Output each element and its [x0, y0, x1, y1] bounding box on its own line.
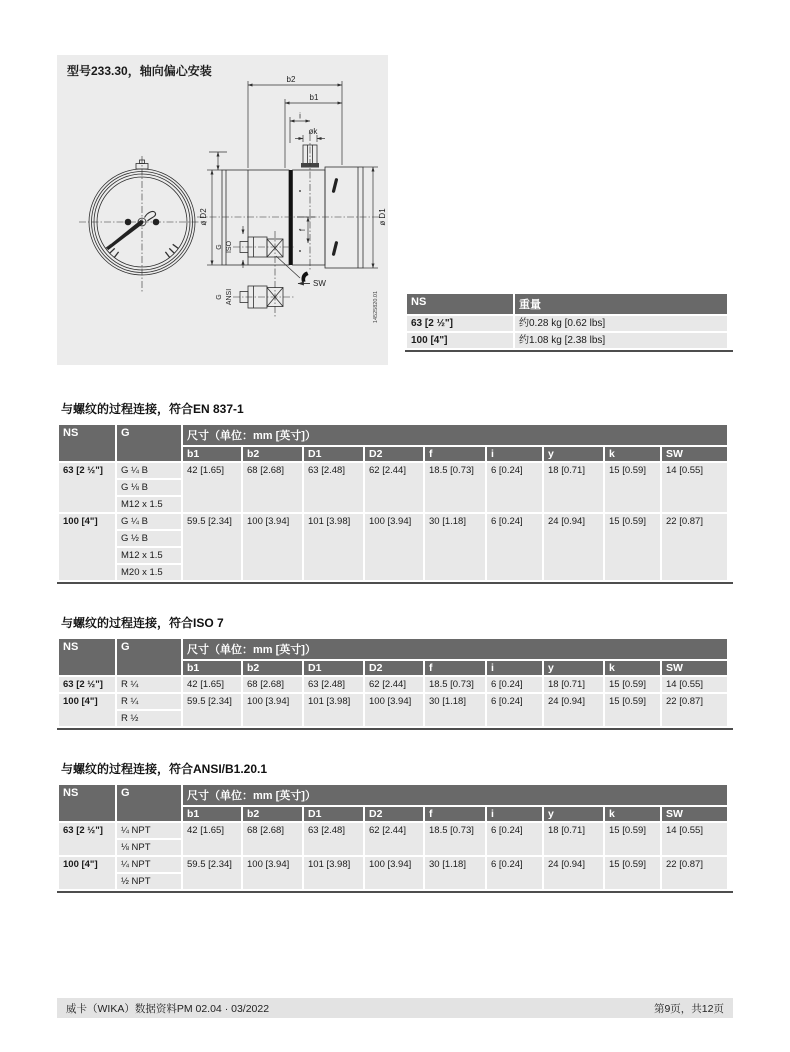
gauge-side-view: [197, 134, 379, 317]
weight-table-wrap: [405, 292, 733, 352]
weight-row: [407, 333, 727, 348]
dimension-cell: 14 [0.55]: [662, 823, 727, 855]
dimension-cell: 14 [0.55]: [662, 463, 727, 512]
col-header-sw: SW: [662, 447, 727, 461]
col-header-b2: b2: [243, 447, 302, 461]
dimension-cell: 100 [3.94]: [365, 514, 423, 580]
weight-table: [405, 292, 729, 350]
dimension-cell: 59.5 [2.34]: [183, 857, 241, 889]
dimension-cell: 100 [3.94]: [243, 857, 302, 889]
table-row: [59, 514, 727, 529]
dimension-cell: 15 [0.59]: [605, 514, 660, 580]
weight-table-body: [407, 316, 727, 348]
header-row: [59, 425, 727, 445]
dimension-cell: 100 [3.94]: [365, 694, 423, 726]
section-title-ansi: 与螺纹的过程连接，符合ANSI/B1.20.1: [61, 762, 268, 776]
thread-label-ansi: ANSI: [226, 288, 233, 306]
section-ansi: [57, 760, 733, 893]
dimension-cell: 6 [0.24]: [487, 857, 542, 889]
thread-label-iso: ISO: [226, 240, 233, 254]
dial-screw-left: [125, 219, 132, 226]
dimension-cell: 62 [2.44]: [365, 463, 423, 512]
dimension-cell: 18.5 [0.73]: [425, 677, 485, 692]
dimension-cell: 18.5 [0.73]: [425, 823, 485, 855]
thread-cell: M20 x 1.5: [117, 565, 181, 580]
dimension-cell: 18 [0.71]: [544, 677, 603, 692]
dimension-cell: 22 [0.87]: [662, 857, 727, 889]
thread-cell: ¼ NPT: [117, 857, 181, 872]
top-row: [57, 55, 733, 365]
thread-cell: R ½: [117, 711, 181, 726]
drawing-panel: [57, 55, 388, 365]
ns-cell: 63 [2 ½"]: [59, 823, 115, 855]
page-content: [57, 55, 733, 893]
col-header-f: f: [425, 661, 485, 675]
dimension-cell: 59.5 [2.34]: [183, 694, 241, 726]
dimension-cell: 42 [1.65]: [183, 823, 241, 855]
dimension-cell: 18 [0.71]: [544, 823, 603, 855]
dimension-cell: 101 [3.98]: [304, 857, 363, 889]
col-header-k: k: [605, 661, 660, 675]
dimension-cell: 68 [2.68]: [243, 463, 302, 512]
dimension-cell: 63 [2.48]: [304, 677, 363, 692]
col-header-k: k: [605, 447, 660, 461]
drawing-number: 14525820.01: [373, 290, 379, 324]
thread-cell: ¼ NPT: [117, 823, 181, 838]
ns-cell: 100 [4"]: [59, 857, 115, 889]
thread-cell: R ¼: [117, 677, 181, 692]
page-footer: [57, 998, 733, 1018]
col-header-d1: D1: [304, 447, 363, 461]
wrench-icon: [302, 272, 309, 283]
dim-label-f: f: [298, 228, 307, 232]
dimension-cell: 14 [0.55]: [662, 677, 727, 692]
dimension-cell: 63 [2.48]: [304, 463, 363, 512]
dimension-cell: 18 [0.71]: [544, 463, 603, 512]
table-row: [59, 694, 727, 709]
col-header-b2: b2: [243, 661, 302, 675]
dimension-cell: 6 [0.24]: [487, 677, 542, 692]
dimension-cell: 100 [3.94]: [243, 694, 302, 726]
dimension-cell: 22 [0.87]: [662, 694, 727, 726]
dimension-cell: 68 [2.68]: [243, 677, 302, 692]
ns-cell: 63 [2 ½"]: [59, 677, 115, 692]
weight-ns-cell: 63 [2 ½"]: [407, 316, 513, 331]
thread-cell: G ⅛ B: [117, 480, 181, 495]
dimension-cell: 6 [0.24]: [487, 463, 542, 512]
col-header-b1: b1: [183, 807, 241, 821]
dimension-table-iso7: [57, 637, 729, 728]
dimension-cell: 6 [0.24]: [487, 694, 542, 726]
col-header-b1: b1: [183, 661, 241, 675]
section-title-en837: 与螺纹的过程连接，符合EN 837-1: [61, 402, 244, 416]
col-header-g: G: [117, 425, 181, 461]
col-header-d1: D1: [304, 807, 363, 821]
col-header-g: G: [117, 639, 181, 675]
ns-cell: 63 [2 ½"]: [59, 463, 115, 512]
table-row: [59, 677, 727, 692]
thread-cell: G ¼ B: [117, 514, 181, 529]
dim-label-d1: ø D1: [378, 208, 387, 226]
dim-label-sw: SW: [313, 279, 326, 288]
thread-cell: G ¼ B: [117, 463, 181, 478]
gauge-front-view: [79, 156, 207, 292]
dimension-table-en837: [57, 423, 729, 582]
dimension-cell: 63 [2.48]: [304, 823, 363, 855]
col-header-y: y: [544, 807, 603, 821]
weight-col-weight: 重量: [515, 294, 727, 314]
dim-label-i: i: [299, 111, 301, 121]
dimension-cell: 22 [0.87]: [662, 514, 727, 580]
dim-label-b1: b1: [309, 93, 319, 102]
thread-cell: ⅛ NPT: [117, 840, 181, 855]
dimension-cell: 30 [1.18]: [425, 514, 485, 580]
col-header-d2: D2: [365, 661, 423, 675]
col-header-i: i: [487, 661, 542, 675]
dim-label-b2: b2: [286, 75, 296, 84]
technical-drawing: [57, 55, 388, 365]
weight-value-cell: 约1.08 kg [2.38 lbs]: [515, 333, 727, 348]
col-header-f: f: [425, 807, 485, 821]
col-header-ns: NS: [59, 425, 115, 461]
col-header-d1: D1: [304, 661, 363, 675]
col-header-i: i: [487, 447, 542, 461]
dimension-cell: 62 [2.44]: [365, 823, 423, 855]
col-header-dimensions: 尺寸（单位：mm [英寸]）: [183, 639, 727, 659]
col-header-ns: NS: [59, 785, 115, 821]
dial-screw-right: [153, 219, 160, 226]
table-row: [59, 463, 727, 478]
col-header-b1: b1: [183, 447, 241, 461]
dimension-cell: 30 [1.18]: [425, 857, 485, 889]
weight-value-cell: 约0.28 kg [0.62 lbs]: [515, 316, 727, 331]
header-row: [59, 785, 727, 805]
dimension-cell: 6 [0.24]: [487, 823, 542, 855]
footer-page-number: 第9页，共12页: [653, 1002, 724, 1015]
dimension-cell: 42 [1.65]: [183, 463, 241, 512]
weight-col-ns: NS: [407, 294, 513, 314]
section-title-iso7: 与螺纹的过程连接，符合ISO 7: [61, 616, 224, 630]
table-row: [59, 857, 727, 872]
dim-label-k: øk: [308, 127, 318, 136]
section-en837: [57, 400, 733, 584]
weight-ns-cell: 100 [4"]: [407, 333, 513, 348]
dimension-cell: 24 [0.94]: [544, 514, 603, 580]
dimension-cell: 6 [0.24]: [487, 514, 542, 580]
dimension-cell: 15 [0.59]: [605, 463, 660, 512]
pointer-needle: [107, 220, 144, 250]
dimension-cell: 42 [1.65]: [183, 677, 241, 692]
dimension-cell: 62 [2.44]: [365, 677, 423, 692]
col-header-d2: D2: [365, 447, 423, 461]
col-header-dimensions: 尺寸（单位：mm [英寸]）: [183, 425, 727, 445]
col-header-f: f: [425, 447, 485, 461]
col-header-g: G: [117, 785, 181, 821]
thread-cell: ½ NPT: [117, 874, 181, 889]
dimension-cell: 15 [0.59]: [605, 677, 660, 692]
footer-document-info: 威卡（WIKA）数据资料PM 02.04 · 03/2022: [66, 1002, 270, 1015]
dimension-table-ansi: [57, 783, 729, 891]
header-row: [59, 639, 727, 659]
col-header-sw: SW: [662, 661, 727, 675]
table-row: [59, 823, 727, 838]
dimension-cell: 100 [3.94]: [365, 857, 423, 889]
col-header-y: y: [544, 661, 603, 675]
col-header-y: y: [544, 447, 603, 461]
dimension-cell: 101 [3.98]: [304, 694, 363, 726]
weight-row: [407, 316, 727, 331]
thread-label-g-iso: G: [216, 244, 223, 250]
dim-label-d2: ø D2: [199, 208, 208, 226]
dimension-cell: 24 [0.94]: [544, 694, 603, 726]
dimension-cell: 68 [2.68]: [243, 823, 302, 855]
dimension-cell: 15 [0.59]: [605, 823, 660, 855]
thread-cell: M12 x 1.5: [117, 497, 181, 512]
dimension-cell: 24 [0.94]: [544, 857, 603, 889]
col-header-k: k: [605, 807, 660, 821]
col-header-dimensions: 尺寸（单位：mm [英寸]）: [183, 785, 727, 805]
drawing-title: 型号233.30，轴向偏心安装: [67, 64, 212, 78]
section-iso7: [57, 614, 733, 730]
dimension-cell: 101 [3.98]: [304, 514, 363, 580]
dimension-cell: 15 [0.59]: [605, 694, 660, 726]
col-header-ns: NS: [59, 639, 115, 675]
thread-cell: M12 x 1.5: [117, 548, 181, 563]
col-header-b2: b2: [243, 807, 302, 821]
col-header-i: i: [487, 807, 542, 821]
dimension-cell: 18.5 [0.73]: [425, 463, 485, 512]
thread-cell: R ¼: [117, 694, 181, 709]
thread-label-g-ansi: G: [216, 294, 223, 300]
ns-cell: 100 [4"]: [59, 694, 115, 726]
col-header-sw: SW: [662, 807, 727, 821]
dimension-cell: 100 [3.94]: [243, 514, 302, 580]
thread-cell: G ½ B: [117, 531, 181, 546]
ns-cell: 100 [4"]: [59, 514, 115, 580]
col-header-d2: D2: [365, 807, 423, 821]
dimension-cell: 15 [0.59]: [605, 857, 660, 889]
dimension-cell: 59.5 [2.34]: [183, 514, 241, 580]
dimension-cell: 30 [1.18]: [425, 694, 485, 726]
